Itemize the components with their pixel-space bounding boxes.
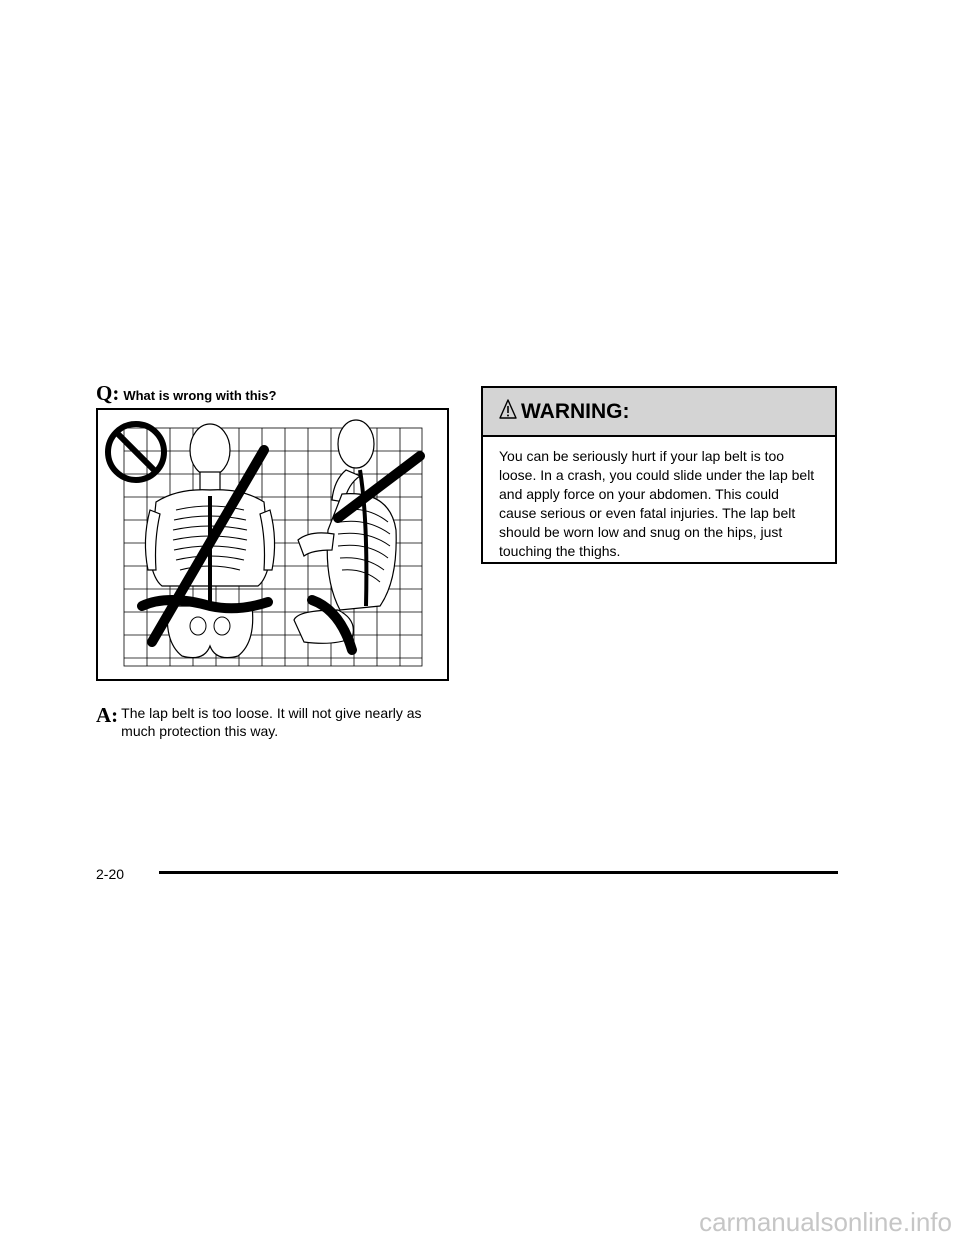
question-prefix: Q:	[96, 381, 120, 405]
side-figure	[294, 420, 396, 643]
answer-prefix: A:	[96, 703, 119, 727]
warning-box	[481, 386, 837, 564]
page-number: 2-20	[96, 866, 125, 882]
warning-header	[483, 388, 835, 437]
watermark: carmanualsonline.info	[699, 1207, 952, 1237]
answer-text: The lap belt is too loose. It will not give nearly as much protection this way.	[121, 705, 422, 739]
no-symbol-icon	[108, 424, 164, 480]
seatbelt-illustration	[96, 408, 449, 681]
answer	[96, 704, 456, 740]
question-text: What is wrong with this?	[123, 388, 277, 403]
question	[96, 383, 276, 406]
footer-rule	[159, 871, 838, 874]
warning-body: You can be seriously hurt if your lap belt is too loose. In a crash, you could slide under the lap belt and apply force on your abdomen. This could cause serious or even fatal injuries. The lap belt should be worn low and snug on the hips, just touching the thighs.	[499, 448, 815, 559]
warning-triangle-icon	[499, 399, 517, 424]
warning-title: WARNING:	[521, 399, 630, 423]
